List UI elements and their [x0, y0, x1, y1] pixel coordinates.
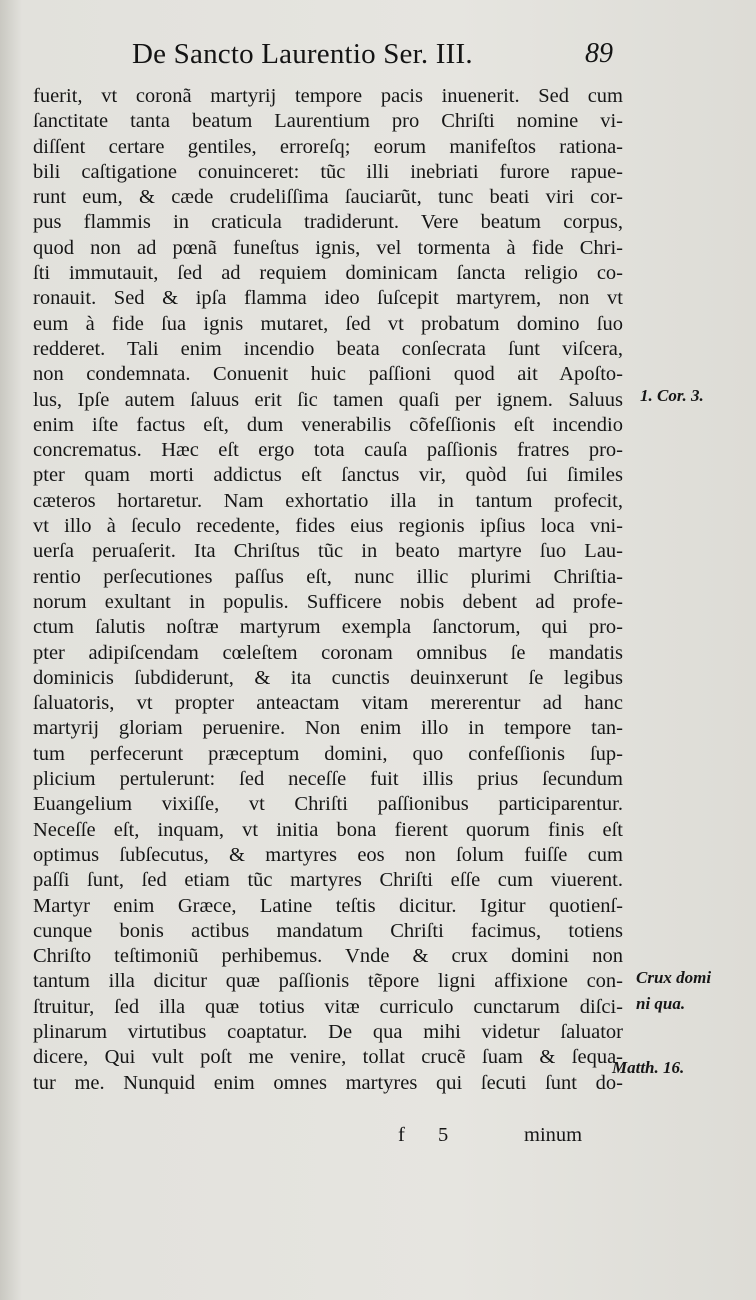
text-line: vt illo à ſeculo recedente, fides eius regionis ipſius loca vni-	[33, 515, 623, 538]
text-line: tur me. Nunquid enim omnes martyres qui ſecuti ſunt do-	[33, 1071, 623, 1094]
margin-note-1cor3: 1. Cor. 3.	[640, 386, 704, 405]
text-line: uerſa peruaſerit. Ita Chriſtus tũc in beato martyre ſuo Lau-	[33, 540, 623, 563]
text-line: eum à fide ſua ignis mutaret, ſed vt probatum domino ſuo	[33, 312, 623, 335]
text-line: optimus ſubſecutus, & martyres eos non ſolum fuiſſe cum	[33, 843, 623, 866]
text-line: tantum illa dicitur quæ paſſionis tẽpore ligni affixione con-	[33, 970, 623, 993]
text-line: ronauit. Sed & ipſa flamma ideo ſuſcepit martyrem, non vt	[33, 287, 623, 310]
catchword: minum	[524, 1124, 583, 1146]
running-title: De Sancto Laurentio Ser. III.	[132, 38, 473, 70]
text-line: non condemnata. Conuenit huic paſſioni quod ait Apoſto-	[33, 363, 623, 386]
text-line: concrematus. Hæc eſt ergo tota cauſa paſſionis fratres pro-	[33, 439, 623, 462]
text-line: fuerit, vt coronã martyrij tempore pacis inuenerit. Sed cum	[33, 85, 623, 107]
text-line: dominicis ſubdiderunt, & ita cunctis deuinxerunt ſe legibus	[33, 666, 623, 689]
text-line: lus, Ipſe autem ſaluus erit ſic tamen quaſi per ignem. Saluus	[33, 388, 623, 411]
text-line: plicium pertulerunt: ſed neceſſe fuit illis prius ſecundum	[33, 768, 623, 791]
text-line: Martyr enim Græce, Latine teſtis dicitur. Igitur quotienſ-	[33, 894, 623, 917]
text-line: bili caſtigatione conuinceret: tũc illi inebriati furore rapue-	[33, 160, 623, 183]
text-line: plinarum virtutibus coaptatur. De qua mihi videtur ſaluator	[33, 1020, 623, 1043]
text-line: norum exultant in populis. Sufficere nobis debent ad profe-	[33, 590, 623, 613]
text-line: runt eum, & cæde crudeliſſima ſauciarũt, tunc beati viri cor-	[33, 186, 623, 209]
text-line: paſſi ſunt, ſed etiam tũc martyres Chriſti eſſe cum viuerent.	[33, 869, 623, 892]
text-line: quod non ad pœnã funeſtus ignis, vel tormenta à fide Chri-	[33, 236, 623, 259]
text-line: enim iſte factus eſt, dum venerabilis cõfeſſionis eſt incendio	[33, 413, 623, 436]
signature-mark: f 5	[398, 1124, 463, 1146]
text-line: redderet. Tali enim incendio beata conſecrata ſunt viſcera,	[33, 337, 623, 360]
text-line: Euangelium vixiſſe, vt Chriſti paſſionibus participarentur.	[33, 793, 623, 816]
text-line: martyrij gloriam peruenire. Non enim illo in tempore tan-	[33, 717, 623, 740]
text-line: Chriſto teſtimoniũ perhibemus. Vnde & crux domini non	[33, 945, 623, 968]
margin-note-matth16: Matth. 16.	[612, 1058, 685, 1077]
text-line: tum perfecerunt præceptum domini, quo confeſſionis ſup-	[33, 742, 623, 765]
text-line: pus flammis in craticula tradiderunt. Vere beatum corpus,	[33, 211, 623, 234]
text-line: ſti immutauit, ſed ad requiem dominicam ſancta religio co-	[33, 262, 623, 285]
text-line: cæteros hortaretur. Nam exhortatio illa in tantum profecit,	[33, 489, 623, 512]
body-text	[33, 84, 623, 1096]
text-line: cunque bonis actibus mandatum Chriſti facimus, totiens	[33, 919, 623, 942]
text-line: rentio perſecutiones paſſus eſt, nunc illic plurimi Chriſtia-	[33, 565, 623, 588]
text-line: dicere, Qui vult poſt me venire, tollat crucẽ ſuam & ſequa-	[33, 1046, 623, 1069]
text-line: diſſent certare gentiles, erroreſq; eorum manifeſtos rationa-	[33, 135, 623, 158]
text-line: pter adipiſcendam cœleſtem coronam omnibus ſe mandatis	[33, 641, 623, 664]
margin-note-crux-domini-line1: Crux domi	[636, 968, 712, 987]
text-line: pter quam morti addictus eſt ſanctus vir, quòd ſui ſimiles	[33, 464, 623, 487]
margin-note-crux-domini-line2: ni qua.	[636, 994, 686, 1013]
page-header	[0, 38, 756, 78]
text-line: ſaluatoris, vt propter anteactam vitam mererentur ad hanc	[33, 692, 623, 715]
text-line: ſanctitate tanta beatum Laurentium pro Chriſti nomine vi-	[33, 110, 623, 133]
text-line: Neceſſe eſt, inquam, vt initia bona fierent quorum finis eſt	[33, 818, 623, 841]
text-line: ctum ſalutis noſtræ martyrum exempla ſanctorum, qui pro-	[33, 616, 623, 639]
text-line: ſtruitur, ſed illa quæ totius vitæ curriculo cunctarum diſci-	[33, 995, 623, 1018]
page-number: 89	[585, 38, 613, 69]
